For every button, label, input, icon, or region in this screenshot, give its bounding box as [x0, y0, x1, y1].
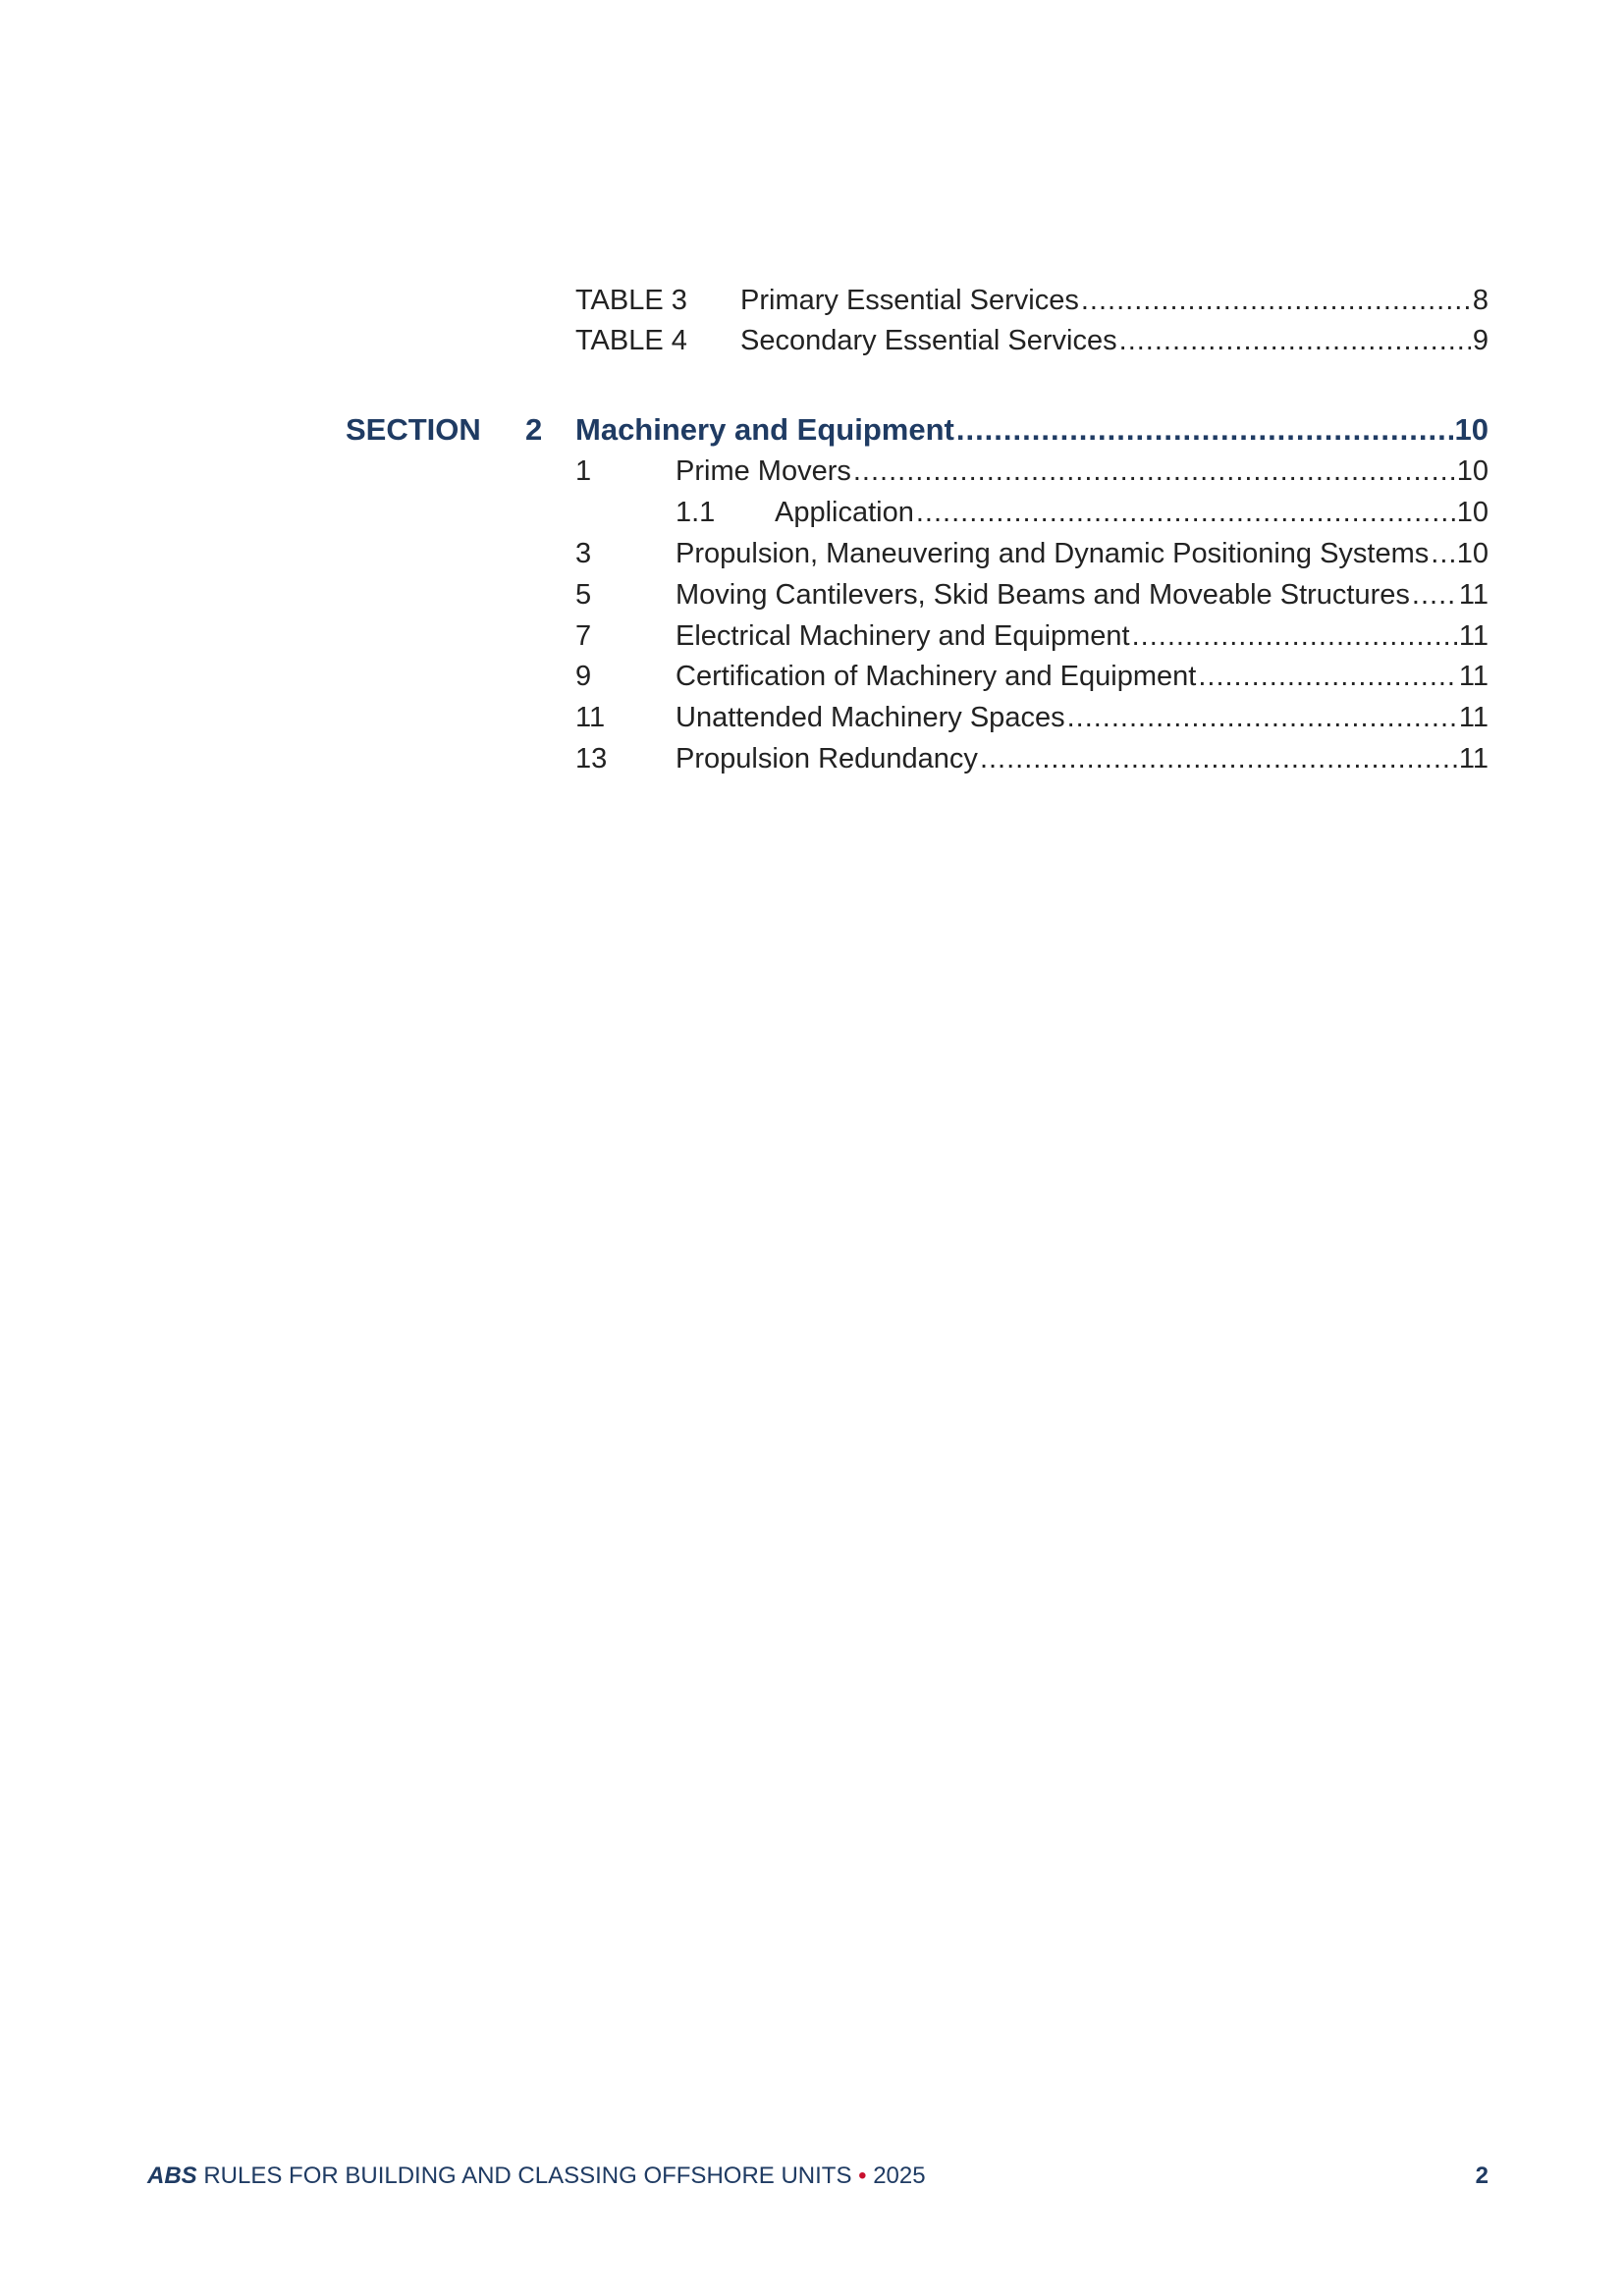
- item-number: 9: [575, 661, 592, 692]
- item-number: 13: [575, 743, 608, 774]
- section-title: Machinery and Equipment: [575, 412, 954, 447]
- toc-table-label: TABLE 3: [575, 285, 687, 316]
- toc-page-number: 8: [1472, 285, 1489, 316]
- toc-item-row[interactable]: [575, 454, 1489, 489]
- dot-leader: [916, 495, 1455, 530]
- item-title: Unattended Machinery Spaces: [676, 702, 1065, 733]
- dot-leader: [1198, 659, 1457, 694]
- dot-leader: [980, 741, 1457, 776]
- toc-page-number: 11: [1458, 743, 1489, 774]
- toc-item-row[interactable]: [575, 618, 1489, 654]
- dot-leader: [853, 454, 1455, 489]
- item-number: 1.1: [676, 497, 716, 528]
- toc-item-entry[interactable]: [676, 741, 1489, 776]
- item-title: Propulsion Redundancy: [676, 743, 978, 774]
- toc-table-title: Primary Essential Services: [740, 285, 1079, 316]
- toc-item-row[interactable]: [575, 741, 1489, 776]
- dot-leader: [1119, 323, 1471, 358]
- toc-item-row[interactable]: [575, 536, 1489, 571]
- toc-page-number: 9: [1472, 325, 1489, 356]
- toc-subitem-row[interactable]: [676, 495, 1489, 530]
- item-number: 7: [575, 620, 592, 652]
- dot-leader: [956, 412, 1453, 448]
- item-number: 11: [575, 702, 606, 733]
- toc-item-entry[interactable]: [676, 659, 1489, 694]
- item-title: Electrical Machinery and Equipment: [676, 620, 1130, 652]
- toc-item-entry[interactable]: [676, 577, 1489, 613]
- item-title: Certification of Machinery and Equipment: [676, 661, 1197, 692]
- toc-page-number: 10: [1456, 538, 1489, 569]
- toc-section-row[interactable]: [346, 412, 1489, 450]
- toc-table-entry[interactable]: [740, 283, 1489, 318]
- toc-table-row[interactable]: [575, 323, 1489, 358]
- footer-bullet: •: [858, 2163, 867, 2189]
- toc-table-row[interactable]: [575, 283, 1489, 318]
- toc-page-number: 10: [1456, 455, 1489, 487]
- toc-item-entry[interactable]: [775, 495, 1489, 530]
- toc-page-number: 11: [1458, 620, 1489, 652]
- toc-table-label: TABLE 4: [575, 325, 687, 356]
- footer-year: 2025: [873, 2163, 926, 2189]
- item-title: Propulsion, Maneuvering and Dynamic Positioning Systems: [676, 538, 1430, 569]
- toc-item-row[interactable]: [575, 700, 1489, 735]
- dot-leader: [1081, 283, 1471, 318]
- item-number: 5: [575, 579, 592, 611]
- item-number: 3: [575, 538, 592, 569]
- toc-item-entry[interactable]: [676, 618, 1489, 654]
- item-title: Application: [775, 497, 914, 528]
- section-label: SECTION: [346, 412, 481, 447]
- item-title: Prime Movers: [676, 455, 851, 487]
- toc-page-number: 10: [1454, 412, 1489, 447]
- item-title: Moving Cantilevers, Skid Beams and Moveable Structures: [676, 579, 1410, 611]
- section-number: 2: [525, 412, 543, 447]
- toc-item-entry[interactable]: [676, 700, 1489, 735]
- toc-page-number: 11: [1458, 702, 1489, 733]
- toc-item-entry[interactable]: [676, 536, 1489, 571]
- page-footer: [147, 2159, 1489, 2194]
- toc-page-number: 11: [1458, 579, 1489, 611]
- toc-table-title: Secondary Essential Services: [740, 325, 1117, 356]
- toc-page-number: 10: [1456, 497, 1489, 528]
- toc-item-row[interactable]: [575, 659, 1489, 694]
- footer-title: RULES FOR BUILDING AND CLASSING OFFSHORE UNITS: [203, 2163, 852, 2189]
- item-number: 1: [575, 455, 592, 487]
- toc-item-entry[interactable]: [676, 454, 1489, 489]
- toc-page-number: 11: [1458, 661, 1489, 692]
- dot-leader: [1412, 577, 1457, 613]
- dot-leader: [1067, 700, 1457, 735]
- section-entry[interactable]: [575, 412, 1489, 448]
- toc-table-entry[interactable]: [740, 323, 1489, 358]
- dot-leader: [1431, 536, 1454, 571]
- dot-leader: [1132, 618, 1457, 654]
- toc-item-row[interactable]: [575, 577, 1489, 613]
- footer-brand: ABS: [147, 2163, 197, 2189]
- footer-page-number: 2: [1475, 2163, 1489, 2189]
